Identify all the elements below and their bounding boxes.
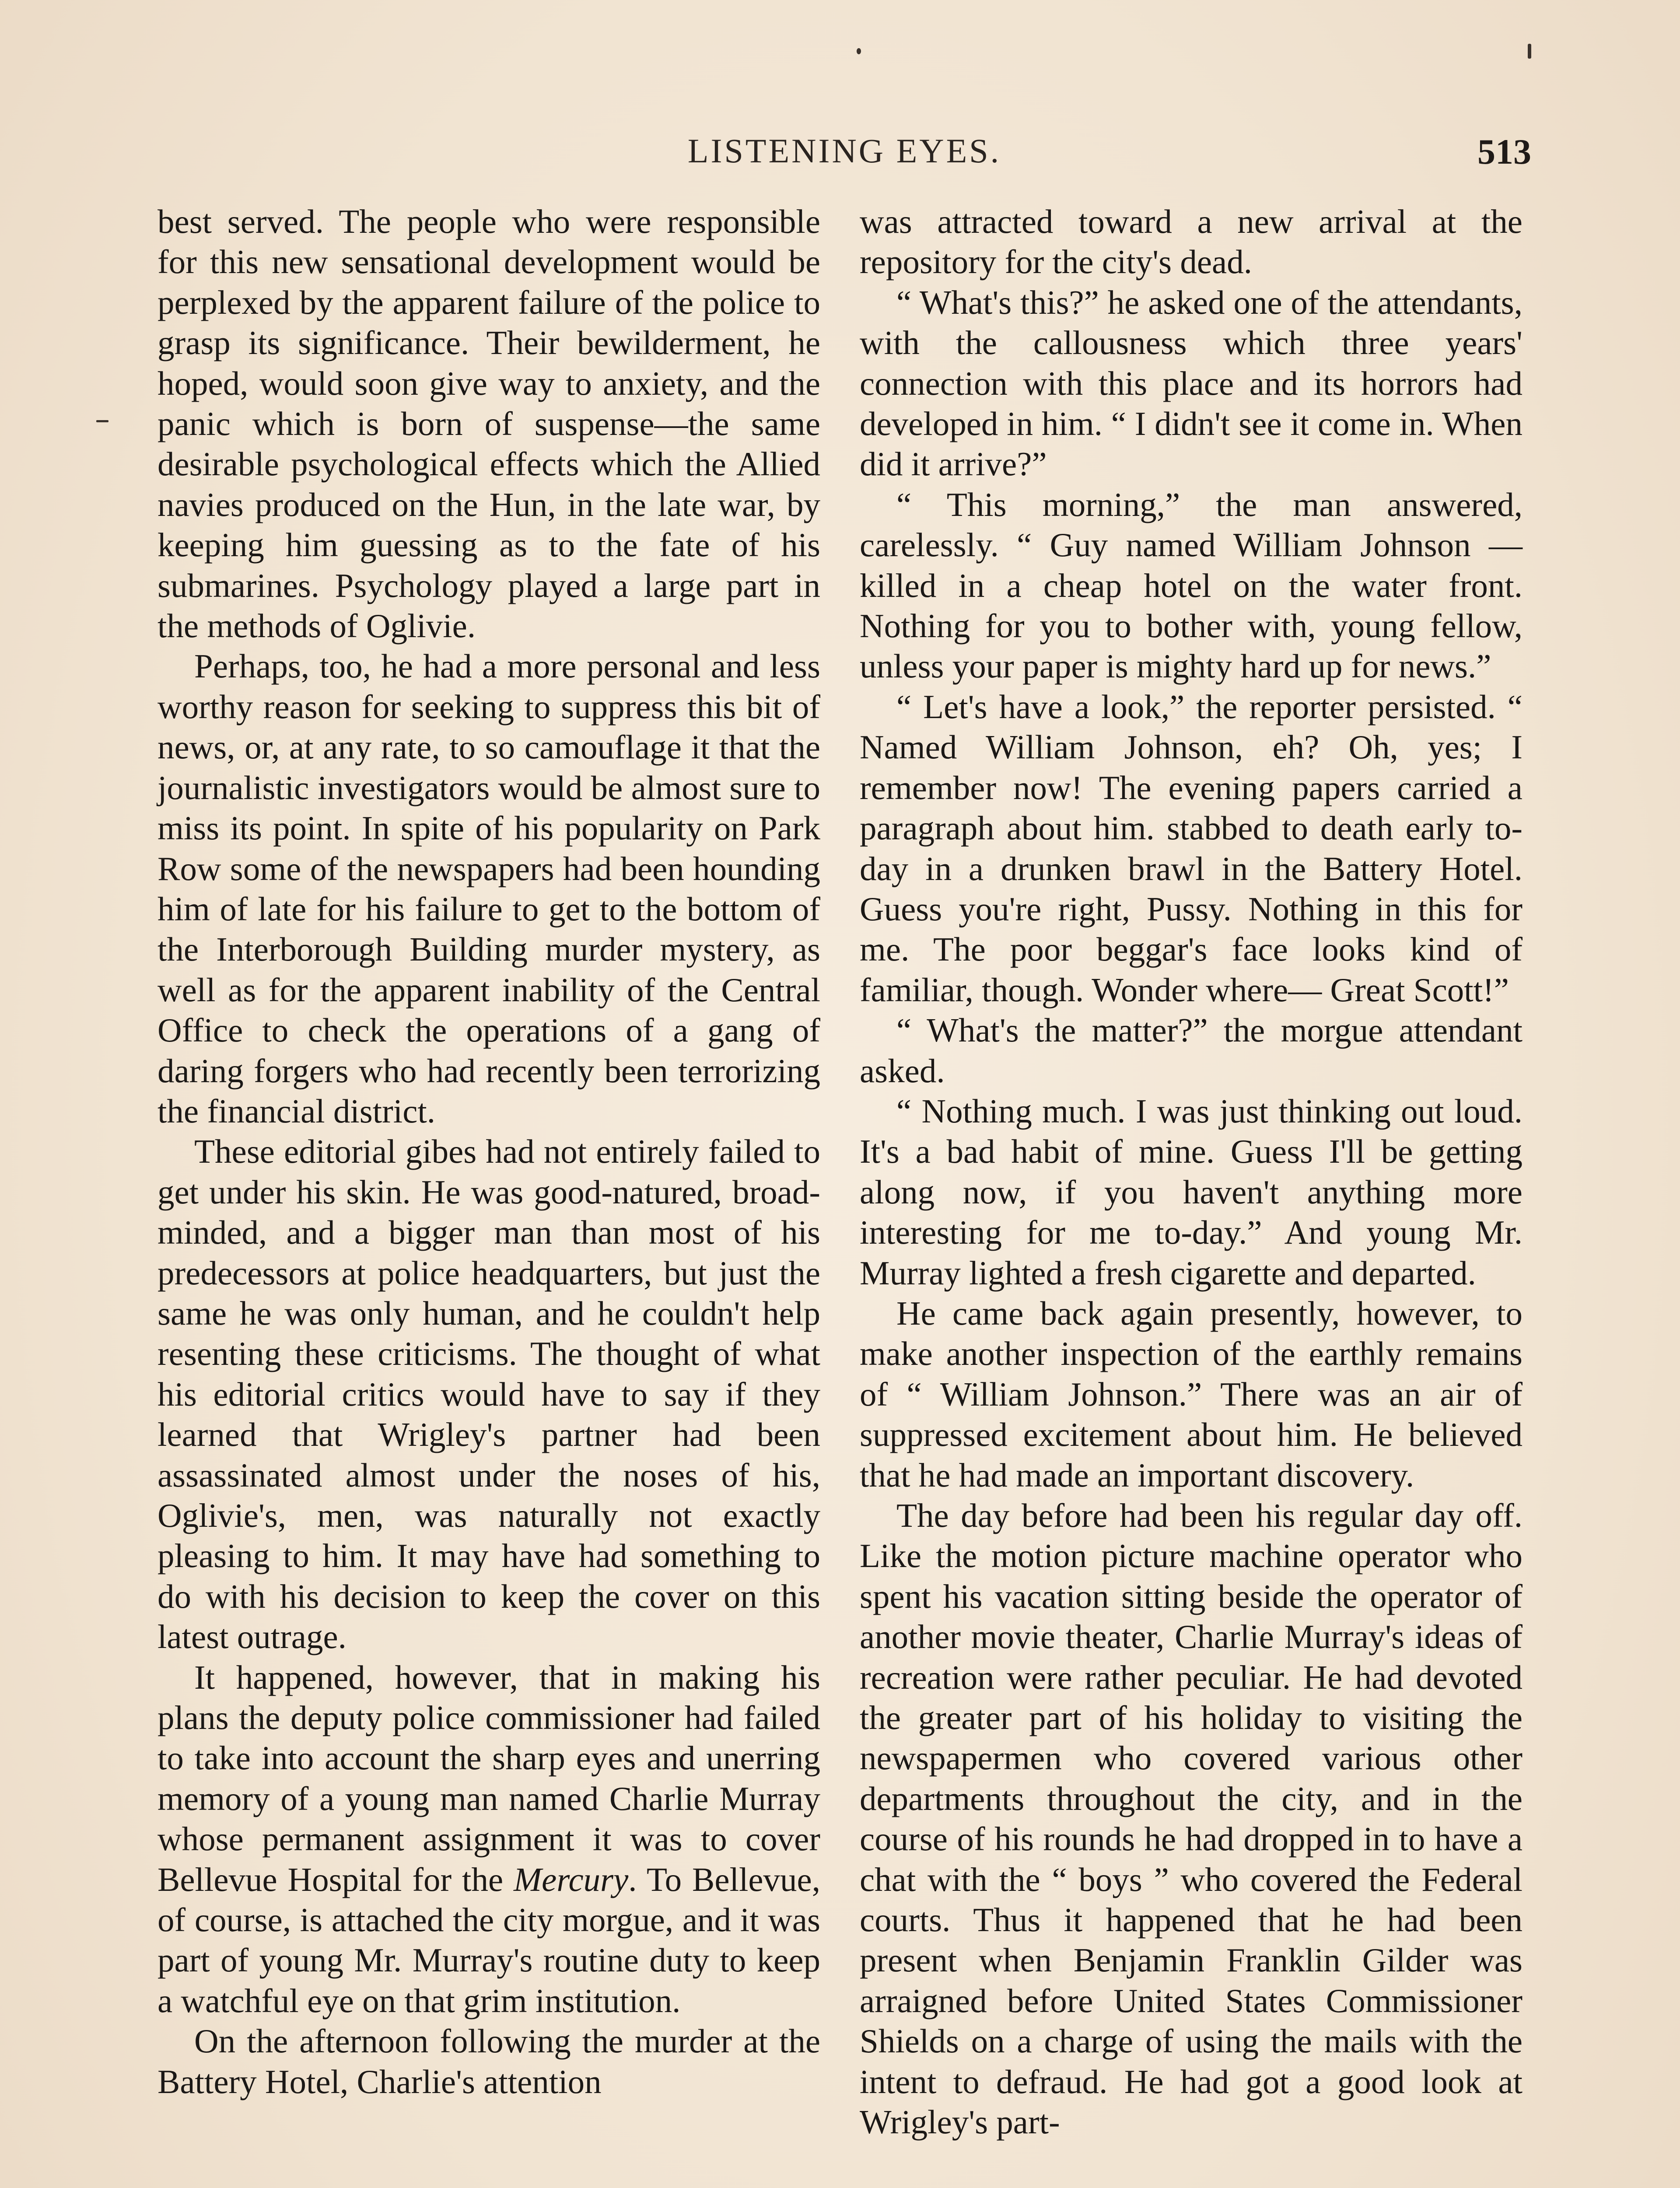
paragraph-text: . To Bellevue, of course, is attached the city morgue, and it was part of young Mr. Murray's routine duty to keep a watchful eye on that grim institution. [158,1860,820,2020]
paper-speck [1528,44,1531,59]
page-number: 513 [1477,132,1531,172]
paragraph: The day before had been his regular day off. Like the motion picture machine operator who spent his vacation sitting beside the operator of another movie theater, Charlie Murray's ideas of recreation were rather peculiar. He had devoted the greater part of his holiday to visiting the newspapermen who covered various other departments throughout the city, and in the course of his rounds he had dropped in to have a chat with the “ boys ” who covered the Federal courts. Thus it happened that he had been present when Benjamin Franklin Gilder was arraigned before United States Commissioner Shields on a charge of using the mails with the intent to defraud. He had got a good look at Wrigley's part- [860,1497,1522,2141]
paragraph: These editorial gibes had not entirely failed to get under his skin. He was good-natured, broad-minded, and a bigger man than most of his predecessors at police headquarters, but just the same he was only human, and he couldn't help resenting these criticisms. The thought of what his editorial critics would have to say if they learned that Wrigley's partner had been assassinated almost under the noses of his, Oglivie's, men, was naturally not exactly pleasing to him. It may have had something to do with his decision to keep the cover on this latest outrage. [158,1133,820,1656]
newspaper-name: Mercury [514,1860,629,1898]
paper-speck [96,420,108,422]
paragraph: best served. The people who were responsible for this new sensational development would be perplexed by the apparent failure of the police to grasp its significance. Their bewilderment, he hoped, would soon give way to anxiety, and the panic which is born of suspense—the same desirable psychological effects which the Allied navies produced on the Hun, in the late war, by keeping him guessing as to the fate of his submarines. Psychology played a large part in the methods of Oglivie. [158,203,820,645]
paragraph: Perhaps, too, he had a more personal and less worthy reason for seeking to suppress this bit of news, or, at any rate, to so camouflage it that the journalistic investigators would be almost sure to miss its point. In spite of his popularity on Park Row some of the newspapers had been hounding him of late for his failure to get to the bottom of the Interborough Building murder mystery, as well as for the apparent inability of the Central Office to check the operations of a gang of daring forgers who had recently been terrorizing the financial district. [158,647,820,1130]
left-column [158,201,820,2102]
running-title: LISTENING EYES. [687,132,1001,170]
paragraph: “ What's this?” he asked one of the attendants, with the callousness which three years' connection with this place and its horrors had developed in him. “ I didn't see it come in. When did it arrive?” [860,283,1522,483]
page-header [158,131,1531,179]
paragraph: “ Nothing much. I was just thinking out loud. It's a bad habit of mine. Guess I'll be getting along now, if you haven't anything more interesting for me to-day.” And young Mr. Murray lighted a fresh cigarette and departed. [860,1092,1522,1292]
paragraph [158,1657,820,2021]
right-column [860,201,1522,2142]
paragraph: “ This morning,” the man answered, carelessly. “ Guy named William Johnson —killed in a cheap hotel on the water front. Nothing for you to bother with, young fellow, unless your paper is mighty hard up for news.” [860,485,1522,685]
paragraph-text: It happened, however, that in making his plans the deputy police commissioner had failed to take into account the sharp eyes and unerring memory of a young man named Charlie Murray whose permanent assignment it was to cover Bellevue Hospital for the [158,1658,820,1898]
paragraph: He came back again presently, however, to make another inspection of the earthly remains of “ William Johnson.” There was an air of suppressed excitement about him. He believed that he had made an important discovery. [860,1294,1522,1494]
paragraph: On the afternoon following the murder at the Battery Hotel, Charlie's attention [158,2022,820,2100]
paragraph: “ What's the matter?” the morgue attendant asked. [860,1011,1522,1090]
paragraph: “ Let's have a look,” the reporter persisted. “ Named William Johnson, eh? Oh, yes; I remember now! The evening papers carried a paragraph about him. stabbed to death early to-day in a drunken brawl in the Battery Hotel. Guess you're right, Pussy. Nothing in this for me. The poor beggar's face looks kind of familiar, though. Wonder where— Great Scott!” [860,687,1522,1009]
paragraph: was attracted toward a new arrival at the repository for the city's dead. [860,203,1522,281]
paper-speck [857,48,861,54]
